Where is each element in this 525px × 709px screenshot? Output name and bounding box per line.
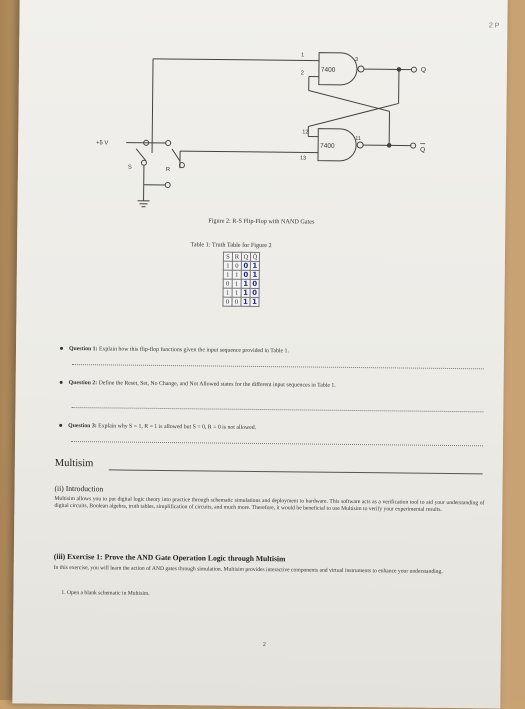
q-output-terminal	[411, 67, 416, 72]
answer-line	[72, 364, 484, 369]
exercise-heading: (iii) Exercise 1: Prove the AND Gate Operation Logic through Multisim	[54, 552, 286, 563]
table-cell: 0	[232, 261, 241, 270]
question-2: Question 2: Define the Reset, Set, No Change, and Not Allowed states for the different input sequences in Table 1.	[60, 380, 490, 392]
handwritten-cell: 1	[250, 297, 259, 306]
table-row	[223, 297, 259, 306]
handwritten-cell: 1	[241, 288, 250, 297]
header-q: Q	[241, 252, 250, 261]
intro-heading: (ii) Introduction	[54, 484, 103, 494]
table-cell: 1	[232, 288, 241, 297]
pin-3: 3	[355, 57, 358, 63]
pin-13: 13	[300, 155, 306, 161]
bullet-icon	[59, 424, 62, 427]
header-s: S	[223, 252, 232, 261]
pin-2: 2	[301, 70, 304, 76]
page-number: 2	[263, 642, 266, 648]
nand-gate-1-bubble	[358, 66, 364, 72]
corner-page-number: 2 P	[489, 22, 500, 29]
table-cell: 0	[223, 297, 232, 306]
table-row	[223, 261, 259, 270]
qbar-label: Q	[420, 147, 425, 154]
exercise-paragraph: In this exercise, you will learn the action of AND gates through simulation. Multisim provides interactive components and virtual instruments to enhance your understanding.	[54, 565, 484, 577]
supply-label: +5 V	[96, 140, 108, 146]
handwritten-cell: 1	[250, 270, 259, 279]
header-qbar: Q̄	[250, 252, 259, 261]
switch-s-label: S	[128, 165, 132, 171]
pin-11: 11	[355, 136, 361, 142]
table-cell: 1	[232, 270, 241, 279]
pin-12: 12	[302, 129, 308, 135]
gate2-label: 7400	[320, 143, 335, 150]
document-page	[12, 0, 507, 709]
question-1: Question 1: Explain how this flip-flop functions given the input sequence provided in Table 1.	[60, 346, 289, 355]
step-1: 1. Open a blank schematic in Multisim.	[61, 590, 491, 602]
gate1-label: 7400	[321, 67, 336, 74]
qbar-output-terminal	[411, 143, 416, 148]
table-caption: Table 1: Truth Table for Figure 2	[0, 239, 475, 251]
switch-r-label: R	[166, 167, 170, 173]
table-row	[223, 288, 259, 297]
table-cell: 1	[232, 279, 241, 288]
handwritten-cell: 1	[250, 261, 259, 270]
intro-paragraph: Multisim allows you to put digital logic theory into practice through schematic simulations and deployment to hardware. This software acts as a verification tool to aid your understanding of digital circuits, Boolean algebra, truth tables, simplification of circuits, and much more. Therefore, it would be beneficial to use Multisim to verify your experimental results.	[54, 496, 484, 515]
table-cell: 1	[223, 288, 232, 297]
truth-table	[222, 252, 260, 307]
table-cell: 0	[223, 279, 232, 288]
bullet-icon	[60, 347, 63, 350]
table-row	[223, 279, 259, 288]
pin-1: 1	[301, 52, 304, 58]
figure-caption: Figure 2: R-S Flip-Flop with NAND Gates	[17, 215, 505, 227]
truth-table-header	[223, 252, 259, 261]
answer-line	[71, 407, 483, 412]
nand-gate-2-bubble	[357, 142, 363, 148]
answer-line	[71, 441, 483, 446]
table-cell: 1	[223, 270, 232, 279]
question-3: Question 3: Explain why S = 1, R = 1 is allowed but S = 0, R = 0 is not allowed.	[59, 423, 256, 432]
bullet-icon	[60, 381, 63, 384]
q-label: Q	[421, 67, 426, 74]
flip-flop-schematic	[17, 0, 507, 227]
section-rule	[109, 469, 483, 474]
header-r: R	[232, 252, 241, 261]
section-title: Multisim	[55, 458, 94, 469]
handwritten-cell: 0	[250, 288, 259, 297]
handwritten-cell: 0	[250, 279, 259, 288]
table-cell: 0	[232, 297, 241, 306]
handwritten-cell: 1	[241, 279, 250, 288]
handwritten-cell: 0	[241, 261, 250, 270]
handwritten-cell: 1	[241, 297, 250, 306]
table-cell: 1	[223, 261, 232, 270]
handwritten-cell: 0	[241, 270, 250, 279]
table-row	[223, 270, 259, 279]
